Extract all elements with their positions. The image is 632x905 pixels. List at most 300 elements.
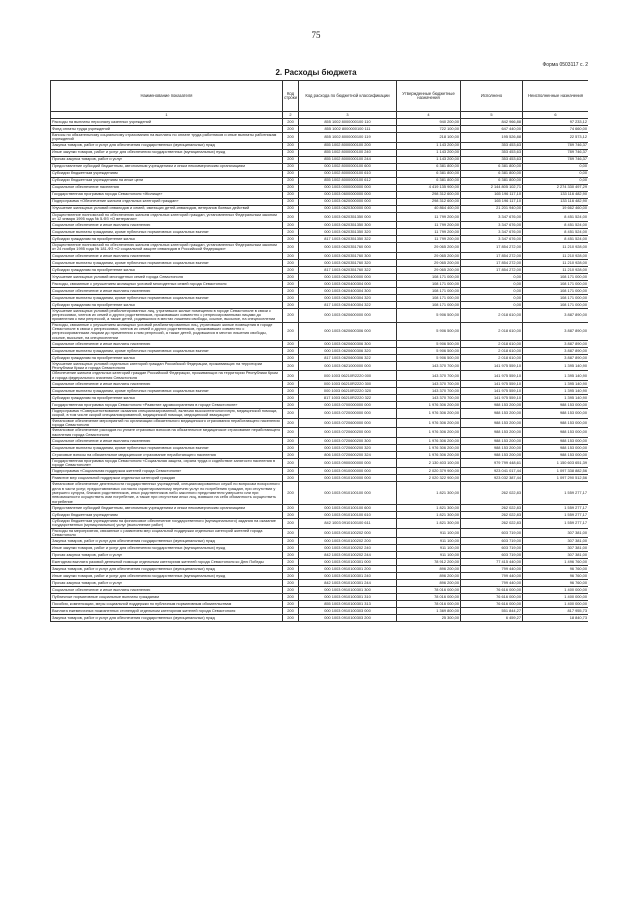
row-indicator-name: Субсидии бюджетным учреждениям на финансовое обеспечение государственного (муниципального) задания на оказание государственных (муниципальных) услуг (выполнение работ): [51, 518, 283, 528]
row-executed-amount: 799 440,00: [461, 580, 523, 587]
table-row: [51, 252, 589, 259]
row-unexecuted-amount: 2 274 330 497,29: [523, 184, 589, 191]
table-row: [51, 212, 589, 222]
budget-table-container: [50, 80, 588, 892]
row-budget-class-code: 000 1003 0620600306 300: [299, 340, 397, 347]
row-indicator-name: Социальные выплаты гражданам, кроме публичных нормативных социальных выплат: [51, 294, 283, 301]
row-executed-amount: 2 144 805 102,71: [461, 184, 523, 191]
column-number-row: [51, 112, 589, 119]
row-indicator-name: Субсидии гражданам на приобретение жилья: [51, 301, 283, 308]
row-budget-class-code: 855 1002 8000000100 200: [299, 142, 397, 149]
row-unexecuted-amount: 8 451 524,00: [523, 236, 589, 243]
row-budget-class-code: 000 1003 0620351350 320: [299, 229, 397, 236]
row-indicator-name: Субсидии гражданам на приобретение жилья: [51, 266, 283, 273]
row-approved-amount: 1 976 306 200,00: [397, 409, 461, 419]
table-row: [51, 587, 589, 594]
table-row: [51, 528, 589, 538]
row-line-code: 200: [283, 184, 299, 191]
row-indicator-name: Улучшение жилищных условий отдельных категорий граждан Российской Федерации, проживающих на территории Республики Крым и города Севастополя: [51, 361, 283, 371]
row-approved-amount: 29 065 200,00: [397, 266, 461, 273]
row-executed-amount: 76 616 000,00: [461, 594, 523, 601]
row-indicator-name: Расходы, связанные с улучшением жилищных условий реабилитированных лиц, утративших жилые помещения в городе Севастополе в связи с репрессиями, членов их семей и других родственников, проживавших совместно с репрессированными лицами до применения к ним репрессий, а также детей, родившихся в местах лишения свободы, ссылке, высылке, на спецпоселении: [51, 322, 283, 340]
row-indicator-name: Иные закупки товаров, работ и услуг для обеспечения государственных (муниципальных) нужд: [51, 573, 283, 580]
row-unexecuted-amount: 3 887 890,00: [523, 347, 589, 354]
table-row: [51, 475, 589, 482]
column-number: 4: [397, 112, 461, 119]
row-indicator-name: Государственная программа города Севастополя «Социальная защита, охрана труда и содействие занятости населения в городе Севастополе»: [51, 458, 283, 468]
table-row: [51, 615, 589, 622]
row-budget-class-code: 842 1003 0910100100 611: [299, 518, 397, 528]
row-unexecuted-amount: 789 746,37: [523, 156, 589, 163]
row-approved-amount: 2 020 379 900,00: [397, 468, 461, 475]
table-row: [51, 133, 589, 143]
row-executed-amount: 141 975 559,10: [461, 388, 523, 395]
row-line-code: 200: [283, 287, 299, 294]
row-indicator-name: Социальные выплаты гражданам, кроме публичных нормативных социальных выплат: [51, 444, 283, 451]
row-executed-amount: 141 975 559,10: [461, 371, 523, 381]
row-unexecuted-amount: 19 662 460,00: [523, 205, 589, 212]
row-line-code: 200: [283, 273, 299, 280]
row-budget-class-code: 000 1003 0000000000 000: [299, 184, 397, 191]
row-executed-amount: 0,00: [461, 301, 523, 308]
table-row: [51, 156, 589, 163]
row-executed-amount: 3 347 676,00: [461, 212, 523, 222]
table-row: [51, 573, 589, 580]
row-approved-amount: 5 906 500,00: [397, 347, 461, 354]
row-unexecuted-amount: 108 171 000,00: [523, 287, 589, 294]
row-line-code: 200: [283, 388, 299, 395]
row-budget-class-code: 000 1003 0620400000 000: [299, 273, 397, 280]
row-line-code: 200: [283, 308, 299, 322]
row-line-code: 200: [283, 177, 299, 184]
row-line-code: 200: [283, 322, 299, 340]
row-line-code: 200: [283, 354, 299, 361]
row-unexecuted-amount: 307 381,00: [523, 545, 589, 552]
row-approved-amount: 911 100,00: [397, 545, 461, 552]
row-indicator-name: Субсидии бюджетным учреждениям: [51, 170, 283, 177]
row-budget-class-code: 855 1002 8000000100 244: [299, 156, 397, 163]
table-row: [51, 594, 589, 601]
row-unexecuted-amount: 1 496 760,00: [523, 559, 589, 566]
row-budget-class-code: 000 1003 0910100301 240: [299, 573, 397, 580]
row-budget-class-code: 000 1003 0700000000 000: [299, 402, 397, 409]
row-budget-class-code: 000 1003 06210R2220 320: [299, 388, 397, 395]
table-row: [51, 280, 589, 287]
column-number: 3: [299, 112, 397, 119]
table-row: [51, 361, 589, 371]
row-executed-amount: 141 975 559,10: [461, 395, 523, 402]
row-executed-amount: 979 799 448,61: [461, 458, 523, 468]
row-approved-amount: 218 100,00: [397, 133, 461, 143]
row-budget-class-code: 817 1003 06210R2220 322: [299, 395, 397, 402]
row-line-code: 200: [283, 163, 299, 170]
row-line-code: 200: [283, 236, 299, 243]
row-budget-class-code: 000 1003 0620600000 000: [299, 308, 397, 322]
row-line-code: 200: [283, 280, 299, 287]
row-unexecuted-amount: 18 840,73: [523, 615, 589, 622]
row-approved-amount: 11 799 200,00: [397, 212, 461, 222]
row-line-code: 200: [283, 552, 299, 559]
row-budget-class-code: 000 1003 06210R2220 300: [299, 381, 397, 388]
row-budget-class-code: 000 1003 0910100000 000: [299, 475, 397, 482]
row-indicator-name: Прочая закупка товаров, работ и услуг: [51, 580, 283, 587]
table-row: [51, 170, 589, 177]
header-line-code: Код строки: [283, 81, 299, 112]
row-approved-amount: 298 312 600,00: [397, 191, 461, 198]
row-indicator-name: Социальное обеспечение и иные выплаты населению: [51, 437, 283, 444]
row-executed-amount: 603 719,00: [461, 528, 523, 538]
row-line-code: 200: [283, 587, 299, 594]
row-approved-amount: 2 020 322 900,00: [397, 475, 461, 482]
row-line-code: 200: [283, 294, 299, 301]
row-approved-amount: 896 200,00: [397, 580, 461, 587]
row-line-code: 200: [283, 381, 299, 388]
row-approved-amount: 1 976 306 200,00: [397, 402, 461, 409]
row-line-code: 200: [283, 518, 299, 528]
row-executed-amount: 2 018 610,00: [461, 354, 523, 361]
row-budget-class-code: 000 1003 0900000000 000: [299, 458, 397, 468]
row-unexecuted-amount: 1 400 000,00: [523, 601, 589, 608]
row-approved-amount: 40 864 400,00: [397, 205, 461, 212]
row-approved-amount: 1 976 306 200,00: [397, 437, 461, 444]
row-executed-amount: 842 966,88: [461, 119, 523, 126]
row-unexecuted-amount: 97 233,12: [523, 119, 589, 126]
row-budget-class-code: 000 1003 0720600200 300: [299, 437, 397, 444]
row-executed-amount: 647 440,00: [461, 126, 523, 133]
row-unexecuted-amount: 0,00: [523, 163, 589, 170]
row-executed-amount: 799 440,00: [461, 566, 523, 573]
table-row: [51, 518, 589, 528]
table-row: [51, 340, 589, 347]
row-line-code: 200: [283, 615, 299, 622]
row-indicator-name: Расходы на выплаты персоналу казенных учреждений: [51, 119, 283, 126]
table-row: [51, 294, 589, 301]
row-approved-amount: 5 906 500,00: [397, 322, 461, 340]
row-approved-amount: 6 381 800,00: [397, 170, 461, 177]
table-row: [51, 444, 589, 451]
row-indicator-name: Подпрограмма «Обеспечение жильем отдельных категорий граждан»: [51, 198, 283, 205]
row-line-code: 200: [283, 566, 299, 573]
row-indicator-name: Развитие мер социальной поддержки отдельных категорий граждан: [51, 475, 283, 482]
table-row: [51, 119, 589, 126]
row-unexecuted-amount: 817 955,73: [523, 608, 589, 615]
row-approved-amount: 1 143 200,00: [397, 142, 461, 149]
table-row: [51, 552, 589, 559]
row-unexecuted-amount: 74 660,00: [523, 126, 589, 133]
row-approved-amount: 2 130 403 100,00: [397, 458, 461, 468]
row-executed-amount: 6 381 800,00: [461, 170, 523, 177]
row-approved-amount: 1 821 300,00: [397, 518, 461, 528]
row-unexecuted-amount: 96 760,00: [523, 566, 589, 573]
table-row: [51, 222, 589, 229]
row-indicator-name: Расходы, связанные с улучшением жилищных условий многодетных семей города Севастополя: [51, 280, 283, 287]
header-executed: Исполнено: [461, 81, 523, 112]
row-executed-amount: 353 453,63: [461, 156, 523, 163]
row-indicator-name: Страховые взносы на обязательное медицинское страхование неработающего населения: [51, 451, 283, 458]
header-indicator-name: Наименование показателя: [51, 81, 283, 112]
row-indicator-name: Социальные выплаты гражданам, кроме публичных нормативных социальных выплат: [51, 229, 283, 236]
row-line-code: 200: [283, 580, 299, 587]
row-approved-amount: 5 906 500,00: [397, 308, 461, 322]
row-indicator-name: Обеспечение жильем отдельных категорий граждан Российской Федерации, проживающих на территории Республики Крым и города федерального значения Севастополя: [51, 371, 283, 381]
row-budget-class-code: 855 1002 8000000100 110: [299, 119, 397, 126]
row-budget-class-code: 817 1003 0620400304 322: [299, 301, 397, 308]
row-line-code: 200: [283, 451, 299, 458]
row-indicator-name: Финансовое обеспечение мероприятий по организации обязательного медицинского страхования неработающего населения города Севастополя: [51, 418, 283, 428]
row-unexecuted-amount: 1 097 290 512,56: [523, 475, 589, 482]
table-header-row: [51, 81, 589, 112]
row-unexecuted-amount: 108 171 000,00: [523, 294, 589, 301]
row-approved-amount: 78 016 000,00: [397, 587, 461, 594]
row-indicator-name: Социальные выплаты гражданам, кроме публичных нормативных социальных выплат: [51, 388, 283, 395]
row-executed-amount: 3 347 676,00: [461, 229, 523, 236]
row-unexecuted-amount: 11 210 928,00: [523, 243, 589, 253]
row-line-code: 200: [283, 475, 299, 482]
row-indicator-name: Иные закупки товаров, работ и услуг для обеспечения государственных (муниципальных) нужд: [51, 149, 283, 156]
row-approved-amount: 143 370 700,00: [397, 395, 461, 402]
row-line-code: 200: [283, 594, 299, 601]
column-number: 5: [461, 112, 523, 119]
row-budget-class-code: 000 1003 0620351350 300: [299, 222, 397, 229]
table-row: [51, 538, 589, 545]
table-row: [51, 468, 589, 475]
row-executed-amount: 988 153 200,00: [461, 437, 523, 444]
row-indicator-name: Субсидии гражданам на приобретение жилья: [51, 395, 283, 402]
row-approved-amount: 5 906 500,00: [397, 340, 461, 347]
row-approved-amount: 78 016 000,00: [397, 601, 461, 608]
table-row: [51, 191, 589, 198]
row-approved-amount: 1 976 306 200,00: [397, 451, 461, 458]
table-row: [51, 184, 589, 191]
row-executed-amount: 0,00: [461, 294, 523, 301]
row-executed-amount: 141 975 559,10: [461, 361, 523, 371]
header-budget-class-code: Код расхода по бюджетной классификации: [299, 81, 397, 112]
row-executed-amount: 988 153 200,00: [461, 451, 523, 458]
row-budget-class-code: 000 1003 0910100202 000: [299, 528, 397, 538]
table-row: [51, 371, 589, 381]
row-unexecuted-amount: 11 210 928,00: [523, 259, 589, 266]
row-indicator-name: Улучшение жилищных условий инвалидов и семей, имеющих детей-инвалидов, ветеранов боевых действий: [51, 205, 283, 212]
table-row: [51, 451, 589, 458]
row-executed-amount: 923 032 387,44: [461, 475, 523, 482]
row-unexecuted-amount: 988 153 000,00: [523, 402, 589, 409]
row-executed-amount: 988 153 200,00: [461, 418, 523, 428]
row-budget-class-code: 000 1003 0600000000 000: [299, 191, 397, 198]
row-line-code: 200: [283, 191, 299, 198]
row-unexecuted-amount: 133 116 482,90: [523, 191, 589, 198]
row-executed-amount: 195 526,88: [461, 133, 523, 143]
row-indicator-name: Социальное обеспечение и иные выплаты населению: [51, 222, 283, 229]
row-line-code: 200: [283, 538, 299, 545]
row-approved-amount: 1 821 300,00: [397, 482, 461, 504]
row-indicator-name: Субсидии бюджетным учреждениям на иные цели: [51, 177, 283, 184]
row-executed-amount: 262 022,83: [461, 511, 523, 518]
row-unexecuted-amount: 307 381,00: [523, 552, 589, 559]
row-approved-amount: 29 065 200,00: [397, 252, 461, 259]
row-approved-amount: 29 065 200,00: [397, 259, 461, 266]
row-indicator-name: Улучшение жилищных условий реабилитированных лиц, утративших жилые помещения в городе Севастополе в связи с репрессиями, членов их семей и других родственников, проживавших совместно с репрессированными лицами до применения к ним репрессий, а также детей, родившихся в местах лишения свободы, ссылке, высылке, на спецпоселении: [51, 308, 283, 322]
row-executed-amount: 0,00: [461, 273, 523, 280]
row-approved-amount: 78 016 000,00: [397, 594, 461, 601]
row-budget-class-code: 000 1003 0620351760 320: [299, 259, 397, 266]
column-number: 1: [51, 112, 283, 119]
row-indicator-name: Субсидии бюджетным учреждениям: [51, 511, 283, 518]
row-budget-class-code: 000 1003 06210R2220 000: [299, 371, 397, 381]
row-executed-amount: 165 196 117,10: [461, 191, 523, 198]
table-row: [51, 511, 589, 518]
row-unexecuted-amount: 988 153 000,00: [523, 437, 589, 444]
row-line-code: 200: [283, 119, 299, 126]
row-unexecuted-amount: 1 400 000,00: [523, 587, 589, 594]
row-line-code: 200: [283, 133, 299, 143]
row-budget-class-code: 000 1002 8000000100 600: [299, 163, 397, 170]
row-approved-amount: 4 419 135 900,00: [397, 184, 461, 191]
table-row: [51, 347, 589, 354]
row-indicator-name: Взносы по обязательному социальному страхованию на выплаты по оплате труда работников и иные выплаты работникам учреждений: [51, 133, 283, 143]
row-executed-amount: 0,00: [461, 287, 523, 294]
row-unexecuted-amount: 1 559 277,17: [523, 511, 589, 518]
table-row: [51, 149, 589, 156]
row-unexecuted-amount: 96 760,00: [523, 573, 589, 580]
row-budget-class-code: 000 1003 0621000000 000: [299, 361, 397, 371]
table-row: [51, 458, 589, 468]
row-unexecuted-amount: 789 746,37: [523, 142, 589, 149]
table-row: [51, 301, 589, 308]
row-approved-amount: 911 100,00: [397, 552, 461, 559]
row-unexecuted-amount: 108 171 000,00: [523, 301, 589, 308]
row-budget-class-code: 855 1002 8000000100 612: [299, 177, 397, 184]
row-line-code: 200: [283, 504, 299, 511]
table-row: [51, 601, 589, 608]
row-unexecuted-amount: 0,00: [523, 177, 589, 184]
table-row: [51, 236, 589, 243]
row-unexecuted-amount: 22 573,12: [523, 133, 589, 143]
row-executed-amount: 21 201 940,00: [461, 205, 523, 212]
row-indicator-name: Улучшение жилищных условий многодетных семей города Севастополя: [51, 273, 283, 280]
row-unexecuted-amount: 1 400 000,00: [523, 594, 589, 601]
row-budget-class-code: 855 1003 0910100301 313: [299, 601, 397, 608]
row-executed-amount: 2 018 610,00: [461, 347, 523, 354]
table-row: [51, 229, 589, 236]
row-line-code: 200: [283, 170, 299, 177]
row-line-code: 200: [283, 156, 299, 163]
row-unexecuted-amount: 3 887 890,00: [523, 308, 589, 322]
table-row: [51, 381, 589, 388]
row-unexecuted-amount: 108 171 000,00: [523, 273, 589, 280]
row-line-code: 200: [283, 444, 299, 451]
row-unexecuted-amount: 0,00: [523, 170, 589, 177]
row-approved-amount: 108 171 000,00: [397, 273, 461, 280]
table-row: [51, 418, 589, 428]
row-budget-class-code: 817 1003 0620351760 322: [299, 266, 397, 273]
row-indicator-name: Государственная программа города Севастополя «Жилище»: [51, 191, 283, 198]
row-approved-amount: 1 821 300,00: [397, 504, 461, 511]
table-row: [51, 177, 589, 184]
row-executed-amount: 76 616 000,00: [461, 601, 523, 608]
row-approved-amount: 6 381 800,00: [397, 177, 461, 184]
row-budget-class-code: 806 1003 0720600200 324: [299, 451, 397, 458]
row-executed-amount: 603 719,00: [461, 545, 523, 552]
row-line-code: 200: [283, 395, 299, 402]
row-budget-class-code: 000 1003 0620000000 000: [299, 198, 397, 205]
row-approved-amount: 11 799 200,00: [397, 236, 461, 243]
row-executed-amount: 923 041 017,44: [461, 468, 523, 475]
row-approved-amount: 940 200,00: [397, 119, 461, 126]
row-budget-class-code: 000 1003 0910100100 600: [299, 504, 397, 511]
row-indicator-name: Ежегодная выплата разовой денежной помощи отдельным категориям жителей города Севастополя ко Дню Победы: [51, 559, 283, 566]
header-unexecuted: Неисполненные назначения: [523, 81, 589, 112]
table-row: [51, 142, 589, 149]
column-number: 2: [283, 112, 299, 119]
header-approved: Утвержденные бюджетные назначения: [397, 81, 461, 112]
row-indicator-name: Социальные выплаты гражданам, кроме публичных нормативных социальных выплат: [51, 259, 283, 266]
row-executed-amount: 3 347 676,00: [461, 222, 523, 229]
row-unexecuted-amount: 1 559 277,17: [523, 482, 589, 504]
row-budget-class-code: 000 1003 0620600306 320: [299, 347, 397, 354]
row-executed-amount: 262 022,83: [461, 482, 523, 504]
row-budget-class-code: 855 1002 8000000100 111: [299, 126, 397, 133]
row-approved-amount: 78 912 200,00: [397, 559, 461, 566]
row-budget-class-code: 000 1003 0620400304 300: [299, 287, 397, 294]
row-executed-amount: 353 453,63: [461, 142, 523, 149]
row-budget-class-code: 000 1003 0910100202 200: [299, 538, 397, 545]
row-line-code: 200: [283, 198, 299, 205]
form-code: Форма 0503117 с. 2: [542, 62, 588, 68]
row-line-code: 200: [283, 458, 299, 468]
table-row: [51, 308, 589, 322]
row-budget-class-code: 000 1003 0910100303 200: [299, 615, 397, 622]
table-row: [51, 388, 589, 395]
row-budget-class-code: 000 1003 0720000000 000: [299, 409, 397, 419]
row-line-code: 200: [283, 559, 299, 566]
row-budget-class-code: 000 1003 0910100303 000: [299, 608, 397, 615]
row-indicator-name: Публичные нормативные социальные выплаты гражданам: [51, 594, 283, 601]
row-unexecuted-amount: 988 153 000,00: [523, 444, 589, 451]
row-indicator-name: Социальные выплаты гражданам, кроме публичных нормативных социальных выплат: [51, 347, 283, 354]
row-approved-amount: 1 976 306 200,00: [397, 428, 461, 438]
row-budget-class-code: 842 1003 0910100202 244: [299, 552, 397, 559]
row-unexecuted-amount: 988 153 000,00: [523, 451, 589, 458]
row-unexecuted-amount: 307 381,00: [523, 538, 589, 545]
row-indicator-name: Прочая закупка товаров, работ и услуг: [51, 552, 283, 559]
table-row: [51, 205, 589, 212]
row-approved-amount: 1 369 800,00: [397, 608, 461, 615]
row-executed-amount: 988 153 200,00: [461, 402, 523, 409]
row-approved-amount: 911 100,00: [397, 538, 461, 545]
row-approved-amount: 1 976 306 200,00: [397, 444, 461, 451]
row-unexecuted-amount: 1 559 277,17: [523, 518, 589, 528]
row-executed-amount: 262 022,83: [461, 504, 523, 511]
row-indicator-name: Фонд оплаты труда учреждений: [51, 126, 283, 133]
row-unexecuted-amount: 1 559 277,17: [523, 504, 589, 511]
row-budget-class-code: 000 1002 8000000100 610: [299, 170, 397, 177]
row-approved-amount: 25 300,00: [397, 615, 461, 622]
row-unexecuted-amount: 11 210 928,00: [523, 266, 589, 273]
row-approved-amount: 722 100,00: [397, 126, 461, 133]
row-approved-amount: 911 100,00: [397, 528, 461, 538]
row-unexecuted-amount: 1 395 140,90: [523, 395, 589, 402]
row-line-code: 200: [283, 371, 299, 381]
table-row: [51, 402, 589, 409]
row-unexecuted-amount: 8 451 524,00: [523, 222, 589, 229]
row-line-code: 200: [283, 205, 299, 212]
row-unexecuted-amount: 8 451 524,00: [523, 212, 589, 222]
row-unexecuted-amount: 1 150 603 651,39: [523, 458, 589, 468]
table-row: [51, 198, 589, 205]
row-indicator-name: Прочая закупка товаров, работ и услуг: [51, 156, 283, 163]
table-row: [51, 559, 589, 566]
row-line-code: 200: [283, 511, 299, 518]
